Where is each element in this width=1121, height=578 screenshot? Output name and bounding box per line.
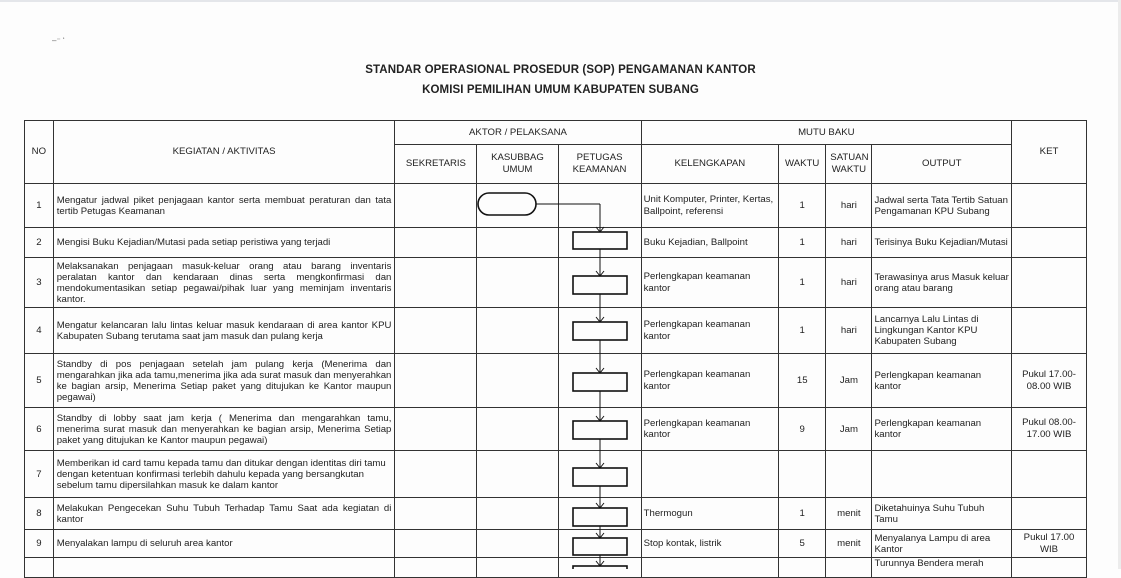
cell-petugas [558, 498, 641, 530]
cell-sekretaris [395, 451, 477, 498]
sop-table [24, 120, 1087, 578]
row-kegiatan: Mengisi Buku Kejadian/Mutasi pada setiap peristiwa yang terjadi [53, 228, 395, 258]
document-subtitle: KOMISI PEMILIHAN UMUM KABUPATEN SUBANG [422, 84, 699, 96]
cell-petugas [558, 354, 641, 408]
row-kegiatan: Memberikan id card tamu kepada tamu dan ditukar dengan identitas diri tamu dengan ketentuan konfirmasi terlebih dahulu kepada yang bersangkutan sebelum tamu dipersilahkan masuk ke dalam kantor [53, 451, 395, 498]
row-waktu: 1 [779, 498, 826, 530]
row-output: Terawasinya arus Masuk keluar orang atau barang [872, 258, 1012, 308]
row-ket [1012, 258, 1087, 308]
row-kegiatan: Standby di lobby saat jam kerja ( Menerima dan mengarahkan tamu, menerima surat masuk dan menyerahkan ke bagian arsip, Menerima Setiap paket yang ditujukan ke Kantor maupun pegawai) [53, 408, 395, 451]
row-kelengkapan: Perlengkapan keamanan kantor [641, 408, 778, 451]
header-kasubbag: KASUBBAG UMUM [477, 145, 558, 184]
table-row [25, 228, 1087, 258]
table-row [25, 498, 1087, 530]
cell-kasubbag [477, 451, 558, 498]
row-kelengkapan: Unit Komputer, Printer, Kertas, Ballpoint, referensi [641, 184, 778, 228]
row-no: 4 [25, 308, 54, 354]
row-kelengkapan: Stop kontak, listrik [641, 530, 778, 558]
table-row [25, 408, 1087, 451]
cell-petugas [558, 530, 641, 558]
row-waktu: 9 [779, 408, 826, 451]
row-kelengkapan: Buku Kejadian, Ballpoint [641, 228, 778, 258]
row-waktu: 1 [779, 258, 826, 308]
cell-sekretaris [395, 258, 477, 308]
row-satuan: menit [826, 530, 872, 558]
row-output [872, 451, 1012, 498]
document-title: STANDAR OPERASIONAL PROSEDUR (SOP) PENGAMANAN KANTOR [365, 64, 756, 76]
row-kegiatan: Mengatur kelancaran lalu lintas keluar masuk kendaraan di area kantor KPU Kabupaten Subang terutama saat jam masuk dan pulang kerja [53, 308, 395, 354]
cell-kasubbag [477, 408, 558, 451]
cell-kasubbag [477, 308, 558, 354]
row-ket: Pukul 08.00-17.00 WIB [1012, 408, 1087, 451]
row-ket [1012, 498, 1087, 530]
cell-sekretaris [395, 408, 477, 451]
table-row [25, 354, 1087, 408]
header-kelengkapan: KELENGKAPAN [641, 145, 778, 184]
cell-sekretaris [395, 558, 477, 578]
header-waktu: WAKTU [779, 145, 826, 184]
cell-petugas [558, 184, 641, 228]
row-satuan: hari [826, 308, 872, 354]
row-satuan: hari [826, 184, 872, 228]
cell-petugas [558, 558, 641, 578]
row-output: Diketahuinya Suhu Tubuh Tamu [872, 498, 1012, 530]
cell-petugas [558, 228, 641, 258]
cell-sekretaris [395, 354, 477, 408]
table-row [25, 258, 1087, 308]
row-output: Lancarnya Lalu Lintas di Lingkungan Kantor KPU Kabupaten Subang [872, 308, 1012, 354]
page-top-edge [0, 0, 1121, 2]
row-satuan: Jam [826, 354, 872, 408]
row-kelengkapan [641, 558, 778, 578]
row-waktu: 1 [779, 184, 826, 228]
cell-kasubbag [477, 258, 558, 308]
row-no: 1 [25, 184, 54, 228]
row-ket [1012, 228, 1087, 258]
row-kelengkapan: Perlengkapan keamanan kantor [641, 308, 778, 354]
cell-sekretaris [395, 308, 477, 354]
table-row [25, 184, 1087, 228]
table-row [25, 451, 1087, 498]
table-row [25, 558, 1087, 578]
row-kelengkapan: Thermogun [641, 498, 778, 530]
header-sekretaris: SEKRETARIS [395, 145, 477, 184]
row-kegiatan: Menyalakan lampu di seluruh area kantor [53, 530, 395, 558]
cell-petugas [558, 408, 641, 451]
row-no: 8 [25, 498, 54, 530]
row-ket [1012, 184, 1087, 228]
row-kegiatan: Melaksanakan penjagaan masuk-keluar orang atau barang inventaris peralatan kantor dan kendaraan dinas serta mengkonfirmasi dan mendokumentasikan setiap pegawai/pihak luar yang meminjam inventaris kantor. [53, 258, 395, 308]
header-output: OUTPUT [872, 145, 1012, 184]
row-satuan: hari [826, 258, 872, 308]
row-no: 2 [25, 228, 54, 258]
row-satuan: hari [826, 228, 872, 258]
table-row [25, 308, 1087, 354]
row-satuan: Jam [826, 408, 872, 451]
header-petugas: PETUGAS KEAMANAN [558, 145, 641, 184]
cell-sekretaris [395, 228, 477, 258]
row-kelengkapan [641, 451, 778, 498]
row-ket [1012, 308, 1087, 354]
header-aktor: AKTOR / PELAKSANA [395, 121, 641, 145]
header-no: NO [25, 121, 54, 184]
header-mutu-baku: MUTU BAKU [641, 121, 1011, 145]
row-satuan [826, 558, 872, 578]
scan-mark: –⁻ ʻ [52, 36, 65, 45]
row-output: Turunnya Bendera merah [872, 558, 1012, 578]
header-kegiatan: KEGIATAN / AKTIVITAS [53, 121, 395, 184]
row-kelengkapan: Perlengkapan keamanan kantor [641, 258, 778, 308]
row-waktu [779, 451, 826, 498]
row-waktu: 15 [779, 354, 826, 408]
cell-kasubbag [477, 498, 558, 530]
cell-petugas [558, 451, 641, 498]
row-ket: Pukul 17.00-08.00 WIB [1012, 354, 1087, 408]
row-output: Terisinya Buku Kejadian/Mutasi [872, 228, 1012, 258]
cell-kasubbag [477, 184, 558, 228]
cell-sekretaris [395, 184, 477, 228]
cell-petugas [558, 308, 641, 354]
row-no: 6 [25, 408, 54, 451]
row-kegiatan: Melakukan Pengecekan Suhu Tubuh Terhadap Tamu Saat ada kegiatan di kantor [53, 498, 395, 530]
row-no: 5 [25, 354, 54, 408]
row-waktu: 1 [779, 228, 826, 258]
row-output: Jadwal serta Tata Tertib Satuan Pengamanan KPU Subang [872, 184, 1012, 228]
row-no [25, 558, 54, 578]
row-kegiatan: Standby di pos penjagaan setelah jam pulang kerja (Menerima dan mengarahkan jika ada tamu,menerima jika ada surat masuk dan menyerahkan ke bagian arsip, Menerima Setiap paket yang ditujukan ke Kantor maupun pegawai) [53, 354, 395, 408]
row-ket [1012, 558, 1087, 578]
row-waktu: 1 [779, 308, 826, 354]
row-output: Perlengkapan keamanan kantor [872, 354, 1012, 408]
header-ket: KET [1012, 121, 1087, 184]
cell-petugas [558, 258, 641, 308]
row-waktu [779, 558, 826, 578]
row-no: 9 [25, 530, 54, 558]
row-satuan: menit [826, 498, 872, 530]
row-no: 7 [25, 451, 54, 498]
cell-kasubbag [477, 354, 558, 408]
table-row [25, 530, 1087, 558]
cell-sekretaris [395, 498, 477, 530]
cell-sekretaris [395, 530, 477, 558]
header-satuan-waktu: SATUAN WAKTU [826, 145, 872, 184]
row-kegiatan [53, 558, 395, 578]
cell-kasubbag [477, 530, 558, 558]
row-satuan [826, 451, 872, 498]
row-output: Menyalanya Lampu di area Kantor [872, 530, 1012, 558]
row-kegiatan: Mengatur jadwal piket penjagaan kantor serta membuat peraturan dan tata tertib Petugas Keamanan [53, 184, 395, 228]
cell-kasubbag [477, 558, 558, 578]
row-kelengkapan: Perlengkapan keamanan kantor [641, 354, 778, 408]
row-ket: Pukul 17.00 WIB [1012, 530, 1087, 558]
row-no: 3 [25, 258, 54, 308]
cell-kasubbag [477, 228, 558, 258]
row-output: Perlengkapan keamanan kantor [872, 408, 1012, 451]
row-waktu: 5 [779, 530, 826, 558]
row-ket [1012, 451, 1087, 498]
